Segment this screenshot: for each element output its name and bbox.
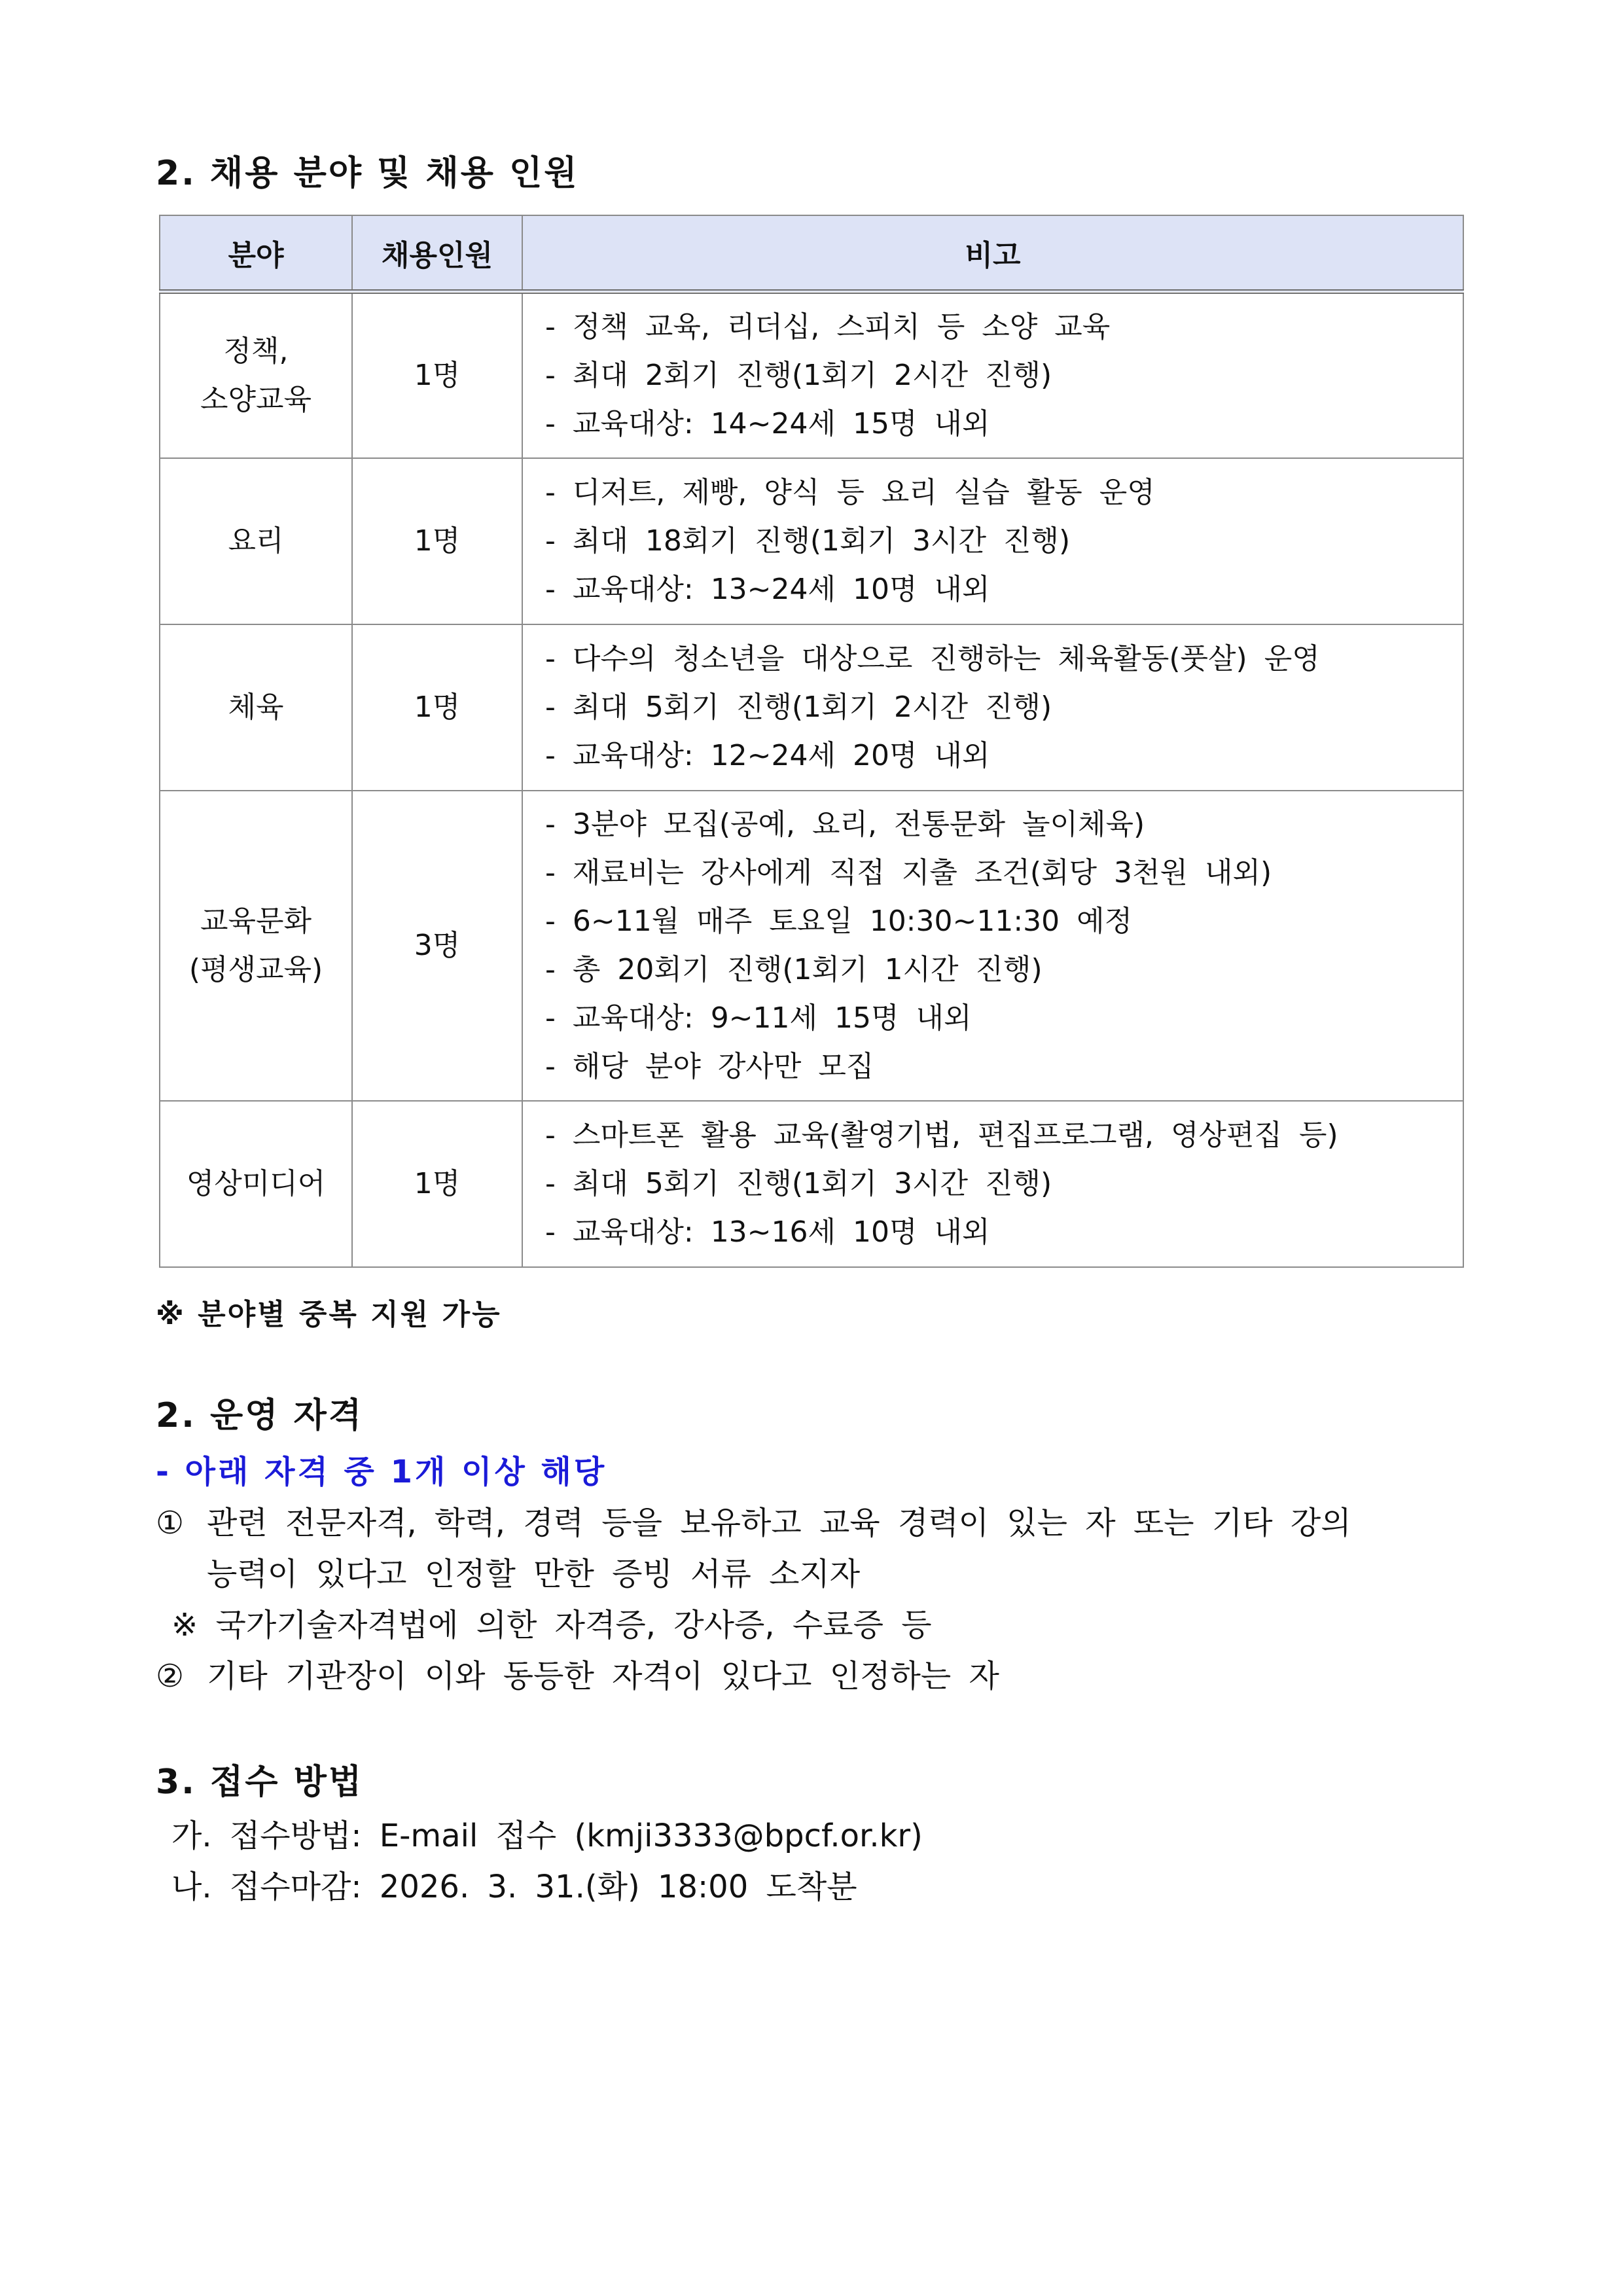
column-header-field: 분야 — [160, 215, 352, 292]
column-header-count: 채용인원 — [352, 215, 522, 292]
qualification-item-2-text: 기타 기관장이 이와 동등한 자격이 있다고 인정하는 자 — [207, 1658, 999, 1695]
count-cell: 3명 — [352, 791, 522, 1101]
count-cell: 1명 — [352, 1101, 522, 1267]
note-line: - 교육대상: 14~24세 15명 내외 — [545, 406, 990, 440]
qualification-subheading: - 아래 자격 중 1개 이상 해당 — [156, 1454, 607, 1490]
duplicate-application-note: ※ 분야별 중복 지원 가능 — [156, 1298, 502, 1331]
field-label: 영상미디어 — [186, 1166, 326, 1200]
count-cell: 1명 — [352, 624, 522, 791]
qualification-note: ※ 국가기술자격법에 의한 자격증, 강사증, 수료증 등 — [171, 1607, 932, 1643]
field-cell — [160, 1101, 352, 1267]
notes-cell — [522, 458, 1463, 624]
table-header-row — [160, 215, 1463, 292]
item-marker: ② — [156, 1658, 185, 1695]
field-label: 요리 — [228, 524, 284, 558]
field-cell — [160, 624, 352, 791]
note-line: - 교육대상: 9~11세 15명 내외 — [545, 1001, 972, 1035]
note-line: - 해당 분야 강사만 모집 — [545, 1049, 874, 1083]
note-line: - 6~11월 매주 토요일 10:30~11:30 예정 — [545, 904, 1133, 938]
qualification-item-1-text: 관련 전문자격, 학력, 경력 등을 보유하고 교육 경력이 있는 자 또는 기타 강의 — [207, 1505, 1351, 1541]
section-heading-qualification: 2. 운영 자격 — [156, 1396, 364, 1435]
section-heading-recruitment: 2. 채용 분야 및 채용 인원 — [156, 154, 579, 193]
qualification-item-1 — [156, 1498, 1351, 1543]
field-label: 정책, — [223, 334, 289, 368]
notes-cell — [522, 624, 1463, 791]
field-label: 교육문화 — [200, 904, 312, 938]
field-label: (평생교육) — [188, 952, 323, 986]
note-line: - 교육대상: 13~24세 10명 내외 — [545, 572, 990, 606]
note-line: - 디저트, 제빵, 양식 등 요리 실습 활동 운영 — [545, 475, 1155, 509]
qualification-item-2 — [156, 1651, 999, 1696]
count-cell: 1명 — [352, 292, 522, 458]
table-row — [160, 292, 1463, 458]
note-line: - 최대 18회기 진행(1회기 3시간 진행) — [545, 524, 1071, 558]
notes-cell — [522, 791, 1463, 1101]
field-cell — [160, 458, 352, 624]
field-cell — [160, 791, 352, 1101]
table-row — [160, 1101, 1463, 1267]
note-line: - 재료비는 강사에게 직접 지출 조건(회당 3천원 내외) — [545, 855, 1272, 889]
note-line: - 교육대상: 12~24세 20명 내외 — [545, 738, 990, 772]
notes-cell — [522, 1101, 1463, 1267]
table-row — [160, 458, 1463, 624]
application-method: 가. 접수방법: E-mail 접수 (kmji3333@bpcf.or.kr) — [171, 1818, 923, 1854]
field-cell — [160, 292, 352, 458]
field-label: 체육 — [228, 690, 284, 724]
section-heading-application: 3. 접수 방법 — [156, 1763, 364, 1802]
note-line: - 스마트폰 활용 교육(촬영기법, 편집프로그램, 영상편집 등) — [545, 1118, 1338, 1152]
column-header-notes: 비고 — [522, 215, 1463, 292]
qualification-item-1-continuation: 능력이 있다고 인정할 만한 증빙 서류 소지자 — [207, 1556, 861, 1592]
item-marker: ① — [156, 1505, 185, 1541]
note-line: - 최대 5회기 진행(1회기 3시간 진행) — [545, 1166, 1052, 1200]
note-line: - 3분야 모집(공예, 요리, 전통문화 놀이체육) — [545, 807, 1145, 841]
note-line: - 정책 교육, 리더십, 스피치 등 소양 교육 — [545, 310, 1111, 344]
note-line: - 최대 5회기 진행(1회기 2시간 진행) — [545, 690, 1052, 724]
notes-cell — [522, 292, 1463, 458]
table-row — [160, 791, 1463, 1101]
note-line: - 최대 2회기 진행(1회기 2시간 진행) — [545, 358, 1052, 392]
application-deadline: 나. 접수마감: 2026. 3. 31.(화) 18:00 도착분 — [171, 1869, 857, 1905]
recruitment-table — [159, 215, 1464, 1268]
count-cell: 1명 — [352, 458, 522, 624]
field-label: 소양교육 — [200, 382, 312, 416]
note-line: - 교육대상: 13~16세 10명 내외 — [545, 1215, 990, 1249]
note-line: - 총 20회기 진행(1회기 1시간 진행) — [545, 952, 1043, 986]
note-line: - 다수의 청소년을 대상으로 진행하는 체육활동(풋살) 운영 — [545, 641, 1320, 675]
table-row — [160, 624, 1463, 791]
